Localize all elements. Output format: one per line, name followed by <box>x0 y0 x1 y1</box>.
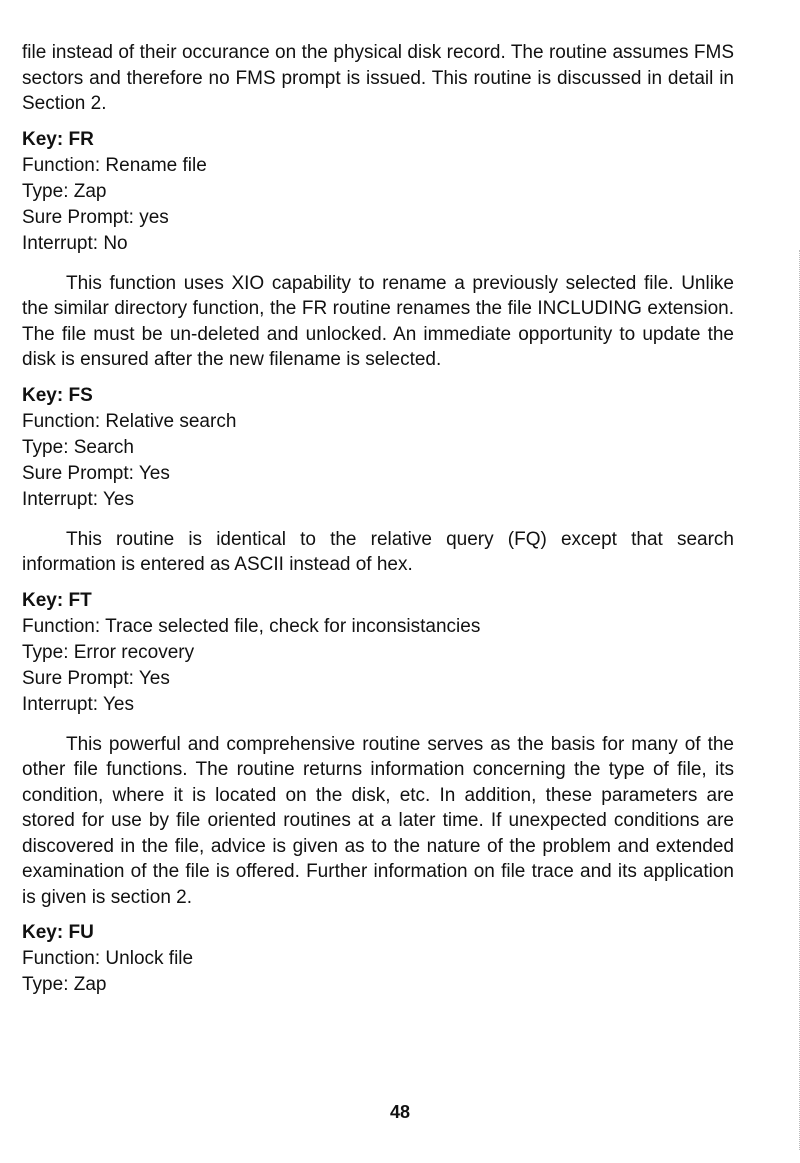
entry-key: Key: FS <box>22 384 93 406</box>
entry-description: This routine is identical to the relative query (FQ) except that search information is entered as ASCII instead of hex. <box>22 528 734 575</box>
entry-function: Function: Trace selected file, check for inconsistancies <box>22 615 481 637</box>
entry-key: Key: FT <box>22 589 92 611</box>
entry-interrupt: Interrupt: Yes <box>22 488 134 510</box>
entry-interrupt: Interrupt: Yes <box>22 693 134 715</box>
entry-sure-prompt: Sure Prompt: Yes <box>22 462 170 484</box>
entry-type: Type: Zap <box>22 974 107 995</box>
entry-sure-prompt: Sure Prompt: yes <box>22 206 169 228</box>
intro-paragraph: file instead of their occurance on the physical disk record. The routine assumes FMS sectors and therefore no FMS prompt is issued. This routine is discussed in detail in Section 2. <box>22 42 734 114</box>
entry-description: This powerful and comprehensive routine serves as the basis for many of the other file functions. The routine returns information concerning the type of file, its condition, where it is located on the disk, etc. In addition, these parameters are stored for use by file oriented routines at a later time. If unexpected conditions are discovered in the file, advice is given as to the nature of the problem and extended examination of the file is offered. Further information on file trace and its application is given is section 2. <box>22 733 734 908</box>
entry-key: Key: FR <box>22 128 94 150</box>
entry-fu <box>22 920 734 998</box>
entry-fs <box>22 383 734 578</box>
page-number: 48 <box>389 1102 411 1122</box>
scan-edge-decoration <box>793 250 800 1150</box>
entry-fr <box>22 127 734 373</box>
entry-key: Key: FU <box>22 922 94 943</box>
entry-description: This function uses XIO capability to rename a previously selected file. Unlike the similar directory function, the FR routine renames the file INCLUDING extension. The file must be un-deleted and unlocked. An immediate opportunity to update the disk is ensured after the new filename is selected. <box>22 272 734 370</box>
entry-sure-prompt: Sure Prompt: Yes <box>22 667 170 689</box>
entry-type: Type: Zap <box>22 180 107 202</box>
manual-page <box>22 40 734 998</box>
entry-function: Function: Unlock file <box>22 948 194 969</box>
entry-function: Function: Relative search <box>22 410 237 432</box>
entry-function: Function: Rename file <box>22 154 207 176</box>
entry-interrupt: Interrupt: No <box>22 232 128 254</box>
entry-type: Type: Error recovery <box>22 641 195 663</box>
entry-type: Type: Search <box>22 436 134 458</box>
entry-ft <box>22 588 734 911</box>
